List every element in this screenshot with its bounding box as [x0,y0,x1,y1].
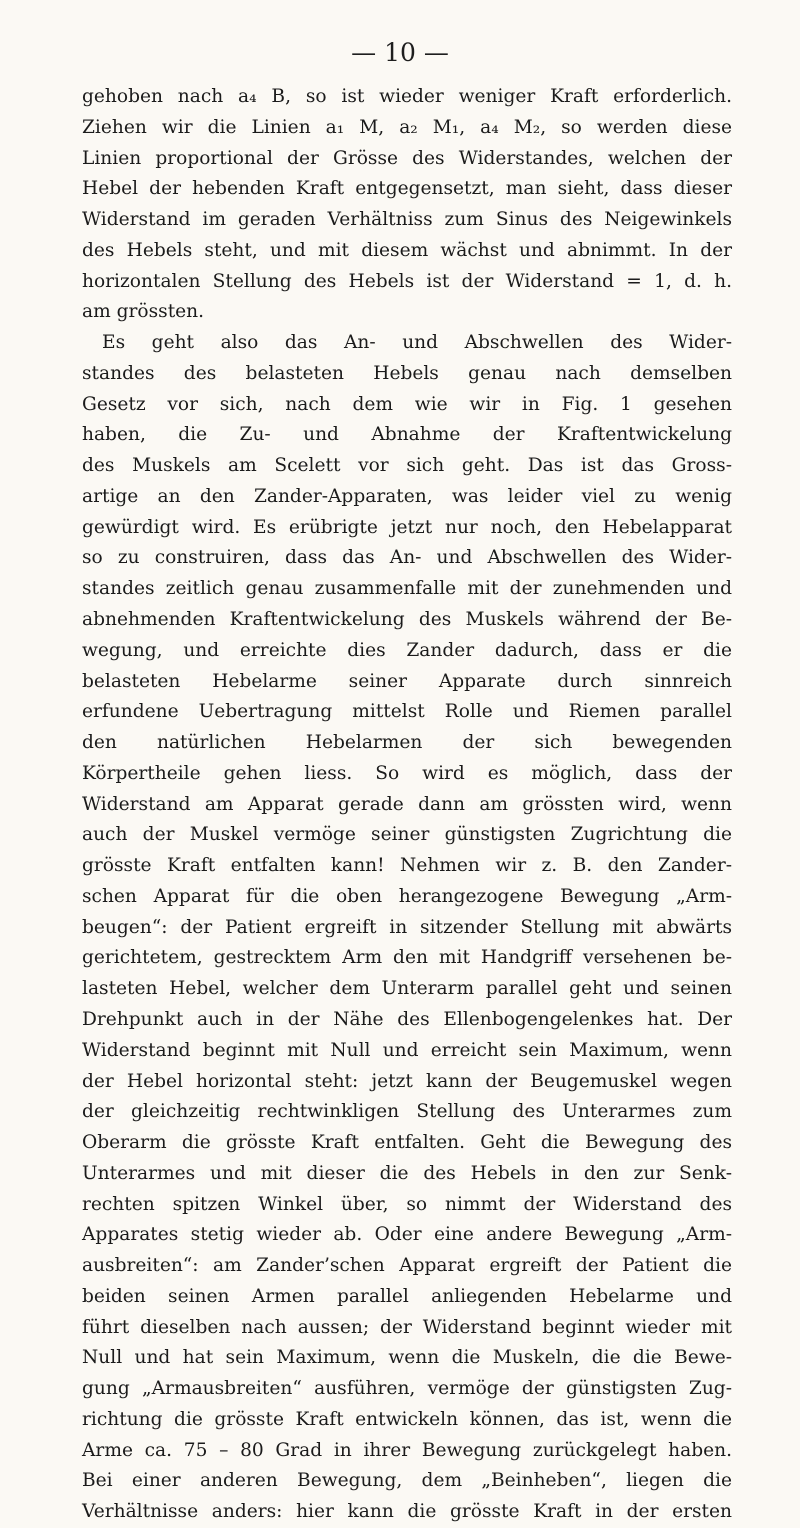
text-line: gehoben nach a₄ B, so ist wieder weniger Kraft erforderlich. [82,86,732,107]
text-line: Es geht also das An- und Abschwellen des Wider- [102,332,732,354]
text-line: gung „Armausbreiten“ ausführen, vermöge der günstigsten Zug- [82,1378,732,1400]
text-line: Apparates stetig wieder ab. Oder eine andere Bewegung „Arm- [82,1224,732,1246]
text-line: auch der Muskel vermöge seiner günstigsten Zugrichtung die [82,824,732,846]
text-line: gerichtetem, gestrecktem Arm den mit Handgriff versehenen be- [82,947,732,969]
text-line: ausbreiten“: am Zander’schen Apparat ergreift der Patient die [82,1255,732,1277]
text-line: Linien proportional der Grösse des Widerstandes, welchen der [82,147,732,169]
text-line: am grössten. [82,301,205,323]
text-line: haben, die Zu- und Abnahme der Kraftentwickelung [82,424,732,446]
text-line: führt dieselben nach aussen; der Widerstand beginnt wieder mit [82,1316,732,1338]
page-number: — 10 — [351,38,449,67]
text-line: beugen“: der Patient ergreift in sitzender Stellung mit abwärts [82,916,732,938]
text-line: Widerstand beginnt mit Null und erreicht sein Maximum, wenn [82,1039,732,1061]
text-line: grösste Kraft entfalten kann! Nehmen wir z. B. den Zander- [82,855,732,877]
text-line: Oberarm die grösste Kraft entfalten. Geht die Bewegung des [82,1132,732,1154]
text-line: Gesetz vor sich, nach dem wie wir in Fig. 1 gesehen [82,393,732,415]
text-line: richtung die grösste Kraft entwickeln können, das ist, wenn die [82,1408,732,1430]
text-line: beiden seinen Armen parallel anliegenden Hebelarme und [82,1285,732,1307]
text-line: Widerstand am Apparat gerade dann am grössten wird, wenn [82,793,732,815]
text-line: Bei einer anderen Bewegung, dem „Beinheben“, liegen die [82,1470,732,1492]
text-line: lasteten Hebel, welcher dem Unterarm parallel geht und seinen [82,978,732,1000]
text-line: gewürdigt wird. Es erübrigte jetzt nur noch, den Hebelapparat [82,516,732,538]
text-line: der gleichzeitig rechtwinkligen Stellung des Unterarmes zum [82,1101,732,1123]
text-line: Hebel der hebenden Kraft entgegensetzt, man sieht, dass dieser [82,178,732,200]
text-line: Null und hat sein Maximum, wenn die Muskeln, die die Bewe- [82,1347,732,1369]
text-line: so zu construiren, dass das An- und Abschwellen des Wider- [82,547,732,569]
text-line: Verhältnisse anders: hier kann die grösste Kraft in der ersten [82,1501,732,1523]
body-text [82,82,732,1528]
text-line: standes des belasteten Hebels genau nach demselben [82,362,732,384]
text-line: der Hebel horizontal steht: jetzt kann der Beugemuskel wegen [82,1070,732,1092]
text-line: Unterarmes und mit dieser die des Hebels in den zur Senk- [82,1162,732,1184]
text-line: Drehpunkt auch in der Nähe des Ellenbogengelenkes hat. Der [82,1008,732,1030]
text-line: horizontalen Stellung des Hebels ist der Widerstand = 1, d. h. [82,270,732,292]
text-line: Widerstand im geraden Verhältniss zum Sinus des Neigewinkels [82,209,732,231]
text-line: rechten spitzen Winkel über, so nimmt der Widerstand des [82,1193,732,1215]
text-line: belasteten Hebelarme seiner Apparate durch sinnreich [82,670,732,692]
text-line: schen Apparat für die oben herangezogene Bewegung „Arm- [82,885,732,907]
text-line: wegung, und erreichte dies Zander dadurch, dass er die [82,639,732,661]
text-line: Körpertheile gehen liess. So wird es möglich, dass der [82,762,732,784]
text-line: erfundene Uebertragung mittelst Rolle und Riemen parallel [82,701,732,723]
text-line: artige an den Zander-Apparaten, was leider viel zu wenig [82,485,732,507]
text-line: des Hebels steht, und mit diesem wächst und abnimmt. In der [82,239,732,261]
text-line: Ziehen wir die Linien a₁ M, a₂ M₁, a₄ M₂, so werden diese [82,116,732,138]
text-line: abnehmenden Kraftentwickelung des Muskels während der Be- [82,609,732,631]
text-line: den natürlichen Hebelarmen der sich bewegenden [82,732,732,754]
text-line: standes zeitlich genau zusammenfalle mit der zunehmenden und [82,578,732,600]
text-line: Arme ca. 75 – 80 Grad in ihrer Bewegung zurückgelegt haben. [82,1439,732,1461]
text-line: des Muskels am Scelett vor sich geht. Das ist das Gross- [82,455,732,477]
